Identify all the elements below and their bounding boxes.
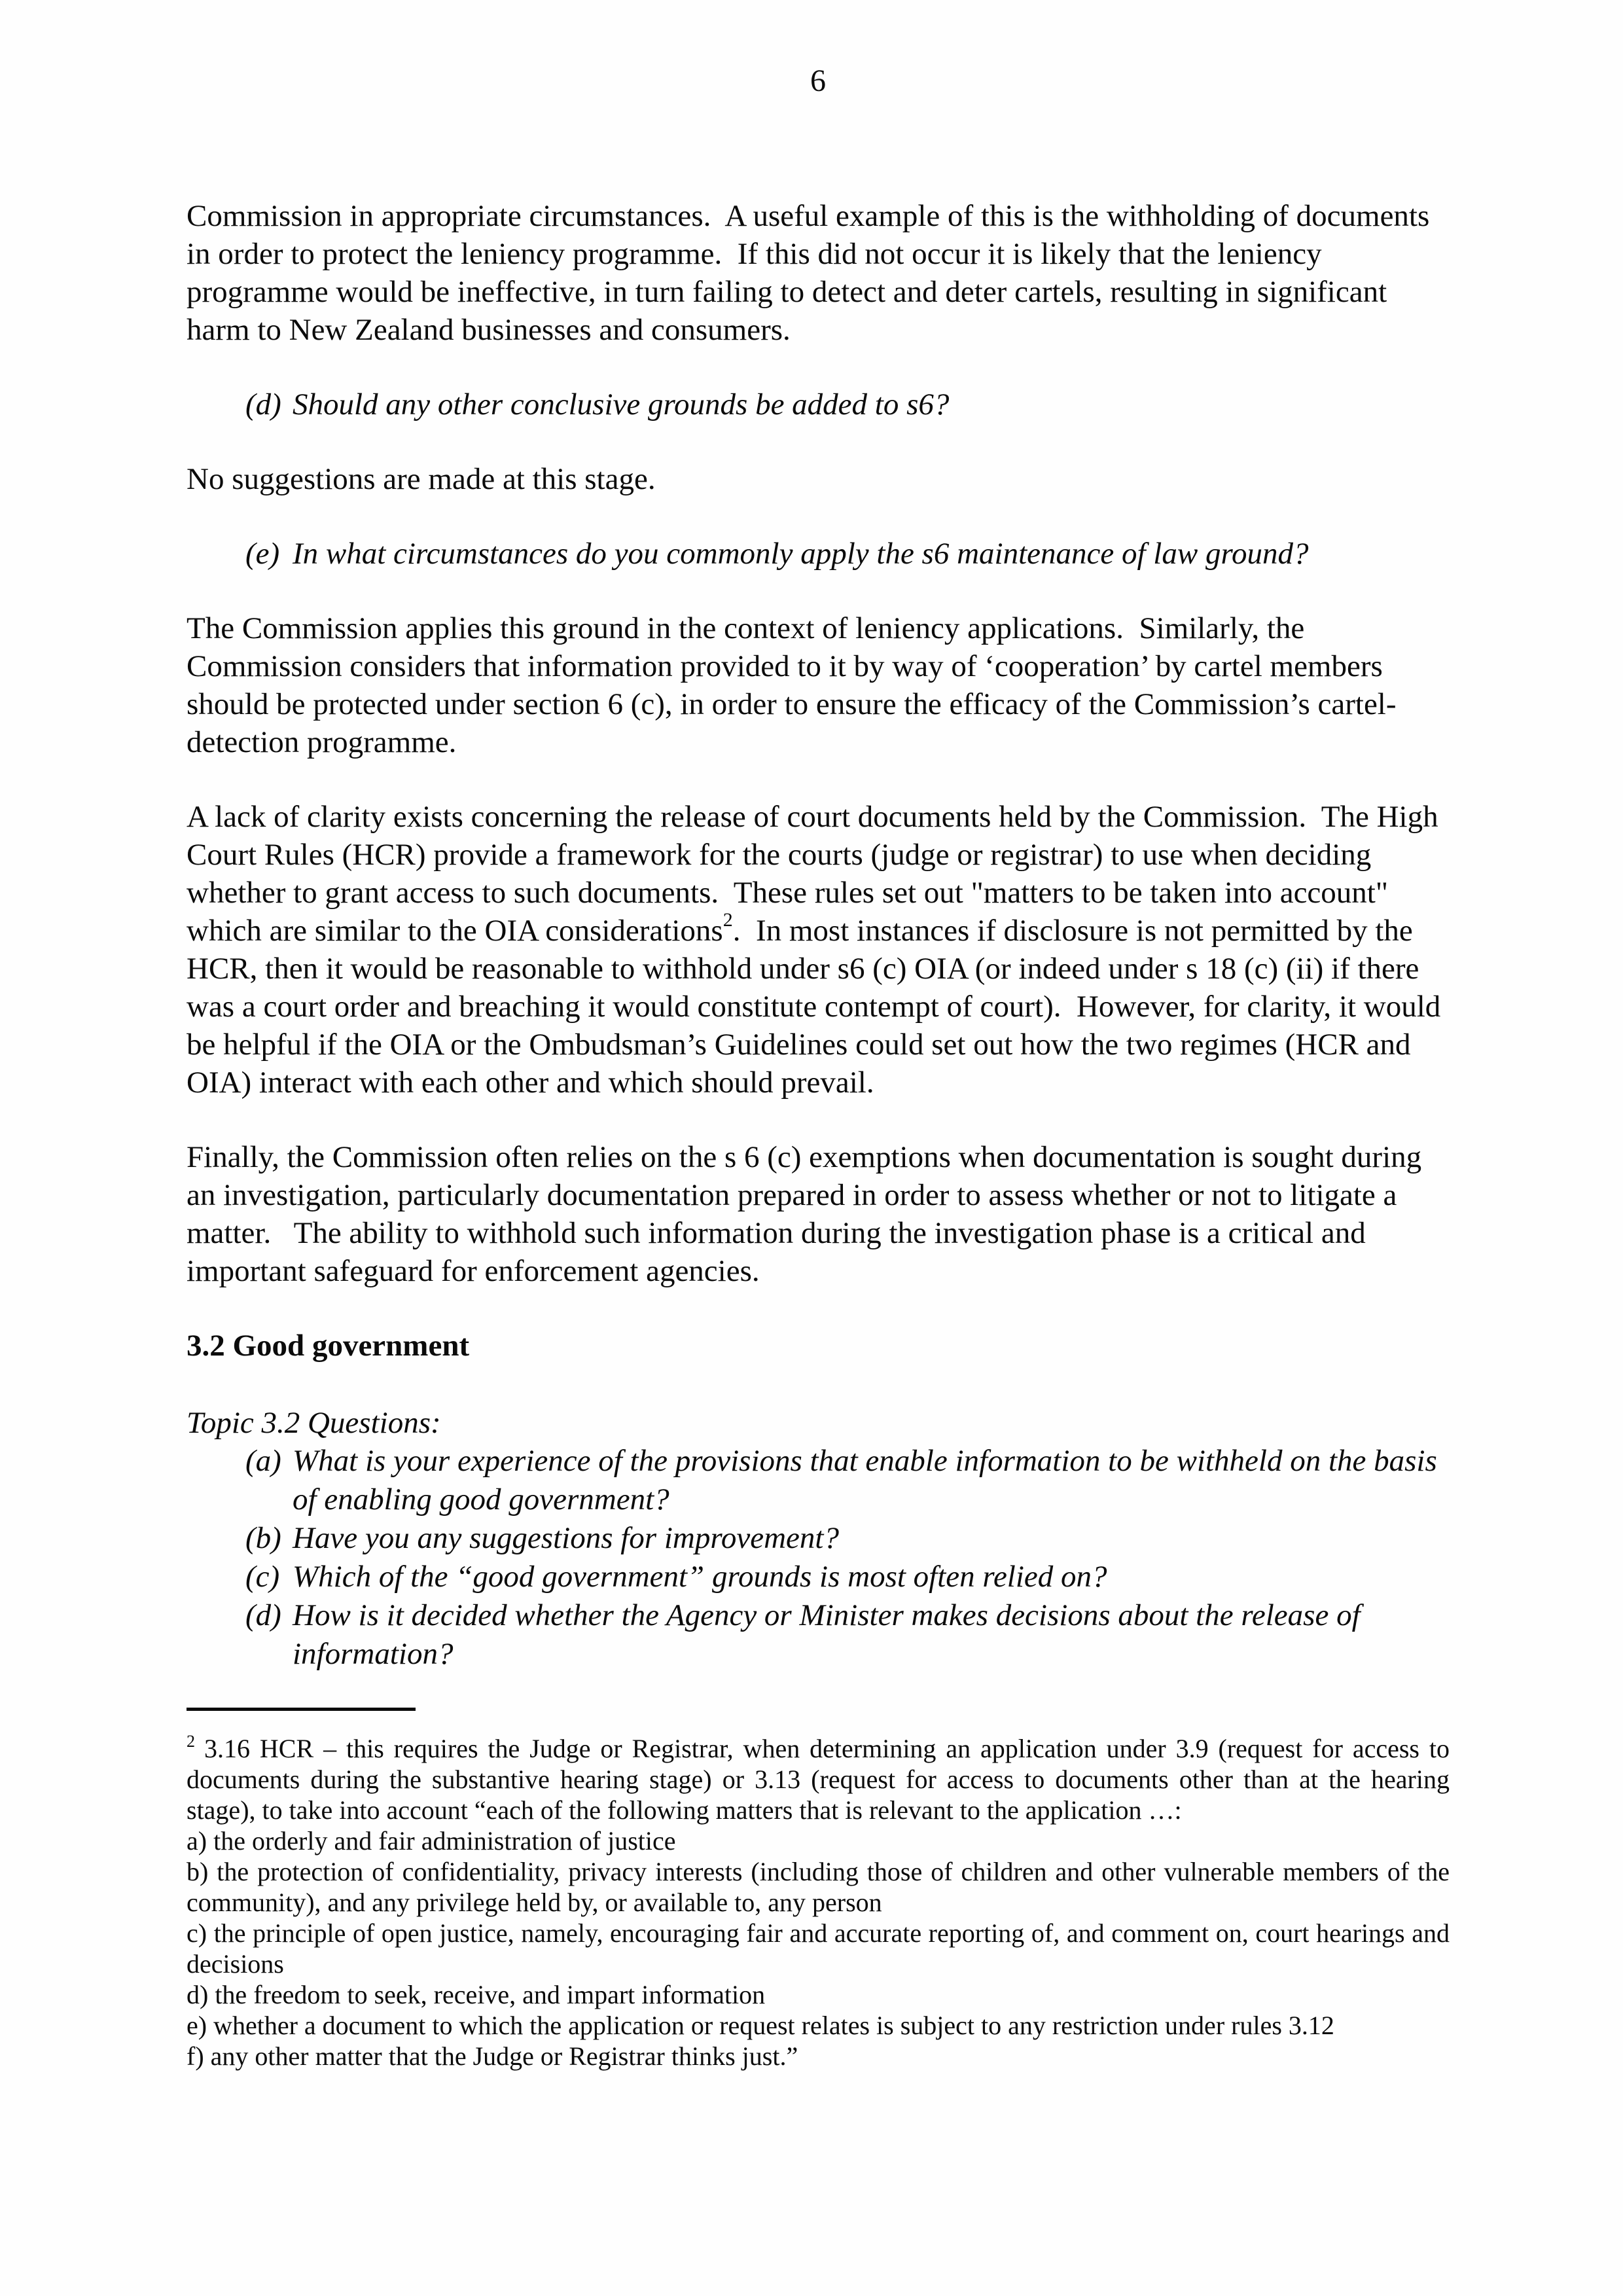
page-number: 6 bbox=[810, 63, 826, 98]
topic-question-c-marker: (c) bbox=[245, 1560, 280, 1594]
footnote-item-a: a) the orderly and fair administration of justice bbox=[187, 1826, 676, 1856]
question-e-marker: (e) bbox=[245, 537, 280, 571]
footnote bbox=[187, 1732, 1456, 2072]
topic-question-a-marker: (a) bbox=[245, 1444, 281, 1478]
paragraph-commission-applies: The Commission applies this ground in the context of leniency applications. Similarly, the Commission considers that information provided to it by way of ‘cooperation’ by cartel members should be protected under section 6 (c), in order to ensure the efficacy of the Commission’s cartel-detection programme. bbox=[187, 611, 1397, 759]
question-e bbox=[245, 535, 1450, 573]
paragraph-court-documents-text-2: . In most instances if disclosure is not permitted by the HCR, then it would be reasonable to withhold under s6 (c) OIA (or indeed under s 18 (c) (ii) if there was a court order and breaching it would constitute contempt of court). However, for clarity, it would be helpful if the OIA or the Ombudsman’s Guidelines could set out how the two regimes (HCR and OIA) interact with each other and which should prevail. bbox=[187, 914, 1449, 1100]
topic-question-a bbox=[245, 1442, 1450, 1519]
footnote-item-e: e) whether a document to which the application or request relates is subject to any restriction under rules 3.12 bbox=[187, 2011, 1334, 2040]
footnote-intro-paragraph bbox=[187, 1732, 1456, 1825]
topic-question-d-text: How is it decided whether the Agency or Minister makes decisions about the release of information? bbox=[293, 1598, 1368, 1671]
question-d bbox=[245, 386, 1450, 423]
paragraph-court-documents-text-1: A lack of clarity exists concerning the release of court documents held by the Commission. The High Court Rules (HCR) provide a framework for the courts (judge or registrar) to use when deciding whether to grant access to such documents. These rules set out "matters to be taken into account" which are similar to the OIA considerations bbox=[187, 800, 1446, 948]
topic-questions-block bbox=[187, 1404, 1450, 1674]
question-e-text: In what circumstances do you commonly apply the s6 maintenance of law ground? bbox=[293, 537, 1309, 571]
paragraph-no-suggestions: No suggestions are made at this stage. bbox=[187, 462, 656, 496]
topic-question-c-text: Which of the “good government” grounds is most often relied on? bbox=[293, 1560, 1107, 1594]
topic-question-d bbox=[245, 1596, 1450, 1674]
topic-question-c bbox=[245, 1558, 1450, 1596]
topic-question-b-text: Have you any suggestions for improvement? bbox=[293, 1521, 839, 1555]
question-d-text: Should any other conclusive grounds be added to s6? bbox=[293, 387, 950, 422]
footnote-marker-superscript: 2 bbox=[187, 1732, 195, 1751]
footnote-intro-text: 3.16 HCR – this requires the Judge or Registrar, when determining an application under 3.9 (request for access to documents during the substantive hearing stage) or 3.13 (request for access to documents other than at the hearing stage), to take into account “each of the following matters that is relevant to the application …: bbox=[187, 1734, 1456, 1825]
footnote-item-b: b) the protection of confidentiality, privacy interests (including those of children and other vulnerable members of the community), and any privilege held by, or available to, any person bbox=[187, 1857, 1456, 1917]
topic-label: Topic 3.2 Questions: bbox=[187, 1406, 441, 1440]
topic-question-b bbox=[245, 1519, 1450, 1558]
paragraph-court-documents bbox=[187, 798, 1450, 1102]
paragraph-leniency: Commission in appropriate circumstances. A useful example of this is the withholding of documents in order to protect the leniency programme. If this did not occur it is likely that the leniency programme would be ineffective, in turn failing to detect and deter cartels, resulting in significant harm to New Zealand businesses and consumers. bbox=[187, 199, 1438, 347]
footnote-item-d: d) the freedom to seek, receive, and impart information bbox=[187, 1980, 766, 2009]
footnote-separator-rule bbox=[187, 1708, 416, 1711]
topic-question-a-text: What is your experience of the provisions that enable information to be withheld on the basis of enabling good government? bbox=[293, 1444, 1445, 1516]
question-d-marker: (d) bbox=[245, 387, 281, 422]
footnote-item-c: c) the principle of open justice, namely, encouraging fair and accurate reporting of, and comment on, court hearings and decisions bbox=[187, 1918, 1456, 1979]
topic-question-d-marker: (d) bbox=[245, 1598, 281, 1632]
paragraph-finally: Finally, the Commission often relies on the s 6 (c) exemptions when documentation is sought during an investigation, particularly documentation prepared in order to assess whether or not to litigate a matter. The ability to withhold such information during the investigation phase is a critical and important safeguard for enforcement agencies. bbox=[187, 1140, 1429, 1288]
footnote-item-f: f) any other matter that the Judge or Registrar thinks just.” bbox=[187, 2041, 798, 2071]
section-heading: 3.2 Good government bbox=[187, 1329, 470, 1363]
footnote-reference-superscript: 2 bbox=[722, 909, 733, 931]
topic-question-b-marker: (b) bbox=[245, 1521, 281, 1555]
